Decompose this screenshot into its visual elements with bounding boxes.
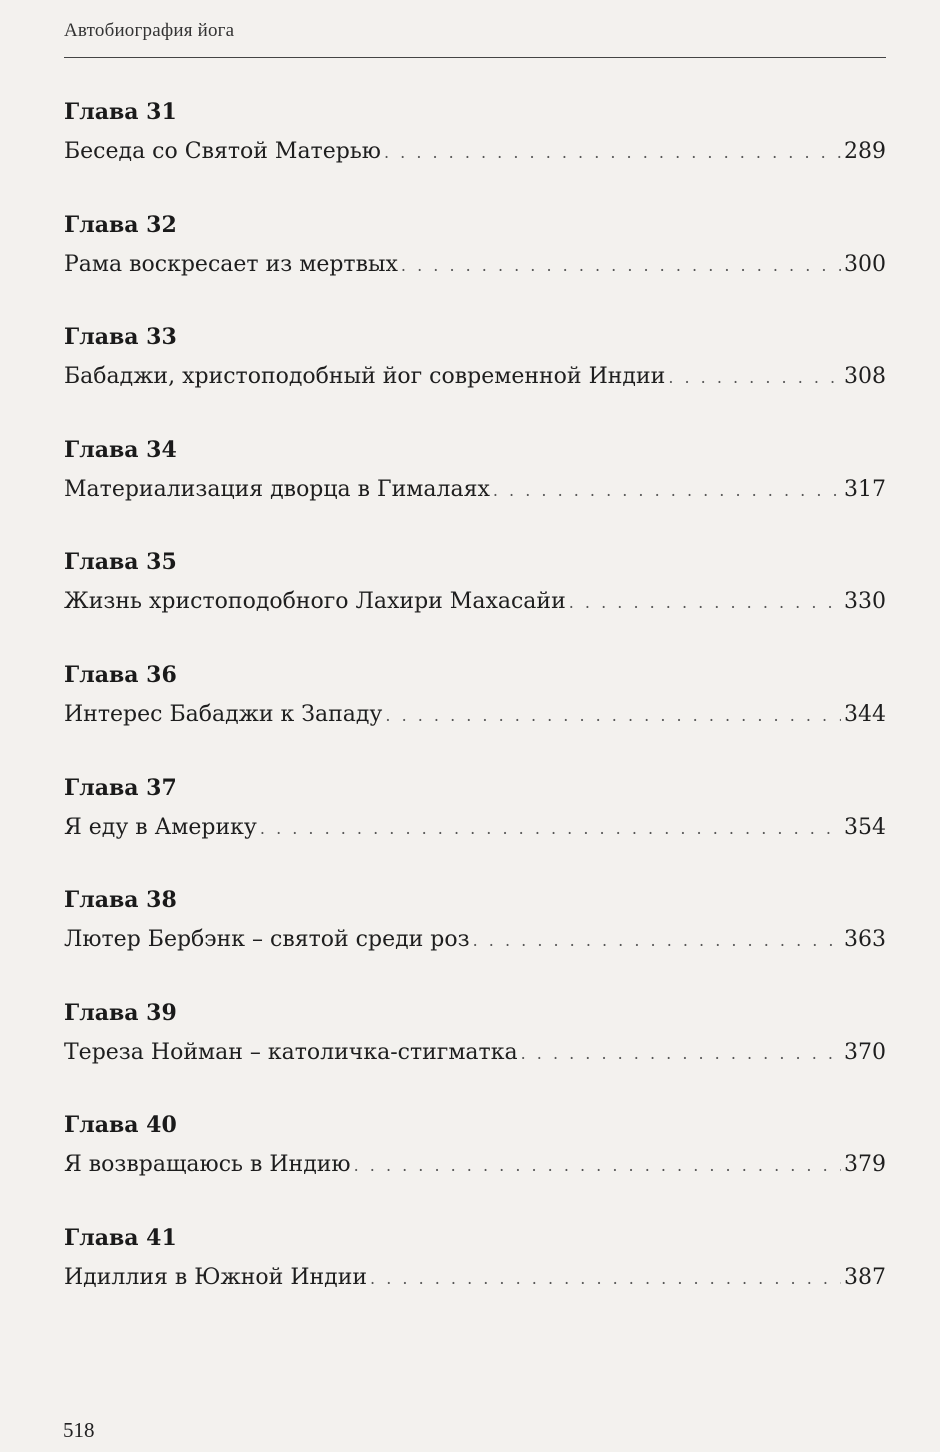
page-number: 330	[844, 589, 886, 615]
toc-line	[64, 586, 886, 619]
page-number: 387	[844, 1264, 886, 1290]
toc-line	[64, 249, 886, 282]
chapter-title: Рама воскресает из мертвых	[64, 251, 398, 277]
toc-entry-39[interactable]	[64, 997, 886, 1110]
page-number: 308	[844, 364, 886, 390]
toc-entry-32[interactable]	[64, 209, 886, 322]
dot-leader	[569, 587, 841, 619]
chapter-label: Глава 34	[64, 436, 177, 463]
chapter-label: Глава 38	[64, 887, 177, 914]
toc-line	[64, 812, 886, 845]
chapter-label: Глава 39	[64, 999, 177, 1026]
header-rule	[64, 57, 886, 58]
toc-line	[64, 1037, 886, 1070]
page-number: 289	[844, 139, 886, 164]
chapter-title: Беседа со Святой Матерью	[64, 139, 381, 164]
toc-entry-37[interactable]	[64, 772, 886, 885]
dot-leader	[260, 813, 841, 845]
chapter-label: Глава 37	[64, 774, 177, 801]
chapter-label: Глава 31	[64, 99, 177, 125]
page-number: 317	[844, 476, 886, 502]
chapter-title: Я еду в Америку	[64, 814, 257, 840]
toc-line	[64, 136, 886, 169]
page-number: 379	[844, 1152, 886, 1178]
page-number: 344	[844, 701, 886, 727]
chapter-title: Интерес Бабаджи к Западу	[64, 701, 383, 727]
page-number: 370	[844, 1039, 886, 1065]
page-number: 300	[844, 251, 886, 277]
dot-leader	[521, 1038, 841, 1070]
chapter-title: Материализация дворца в Гималаях	[64, 476, 490, 502]
toc-entry-33[interactable]	[64, 321, 886, 434]
chapter-title: Идиллия в Южной Индии	[64, 1264, 368, 1290]
running-head: Автобиография йога	[64, 20, 235, 41]
chapter-label: Глава 36	[64, 661, 177, 688]
chapter-label: Глава 41	[64, 1224, 177, 1251]
toc-line	[64, 1262, 886, 1295]
table-of-contents	[64, 96, 886, 1335]
chapter-label: Глава 32	[64, 211, 177, 238]
page-number: 354	[844, 814, 886, 840]
toc-line	[64, 1149, 886, 1182]
dot-leader	[473, 925, 841, 957]
chapter-title: Лютер Бербэнк – святой среди роз	[64, 927, 470, 953]
toc-line	[64, 474, 886, 507]
chapter-title: Я возвращаюсь в Индию	[64, 1152, 351, 1178]
chapter-label: Глава 35	[64, 549, 177, 576]
chapter-label: Глава 40	[64, 1112, 177, 1139]
toc-entry-41[interactable]	[64, 1222, 886, 1335]
dot-leader	[668, 362, 841, 394]
dot-leader	[354, 1150, 841, 1182]
dot-leader	[370, 1263, 841, 1295]
chapter-label: Глава 33	[64, 324, 177, 351]
toc-line	[64, 924, 886, 957]
toc-entry-38[interactable]	[64, 884, 886, 997]
toc-line	[64, 699, 886, 732]
chapter-title: Жизнь христоподобного Лахири Махасайи	[64, 589, 566, 615]
dot-leader	[384, 137, 841, 169]
chapter-title: Тереза Нойман – католичка-стигматка	[64, 1039, 518, 1065]
dot-leader	[493, 475, 841, 507]
folio-page-number: 518	[63, 1418, 95, 1442]
page-number: 363	[844, 927, 886, 953]
toc-entry-36[interactable]	[64, 659, 886, 772]
toc-line	[64, 361, 886, 394]
toc-entry-34[interactable]	[64, 434, 886, 547]
chapter-title: Бабаджи, христоподобный йог современной Индии	[64, 364, 666, 390]
toc-entry-40[interactable]	[64, 1109, 886, 1222]
dot-leader	[401, 250, 841, 282]
toc-entry-31[interactable]	[64, 96, 886, 209]
dot-leader	[385, 700, 841, 732]
toc-entry-35[interactable]	[64, 546, 886, 659]
